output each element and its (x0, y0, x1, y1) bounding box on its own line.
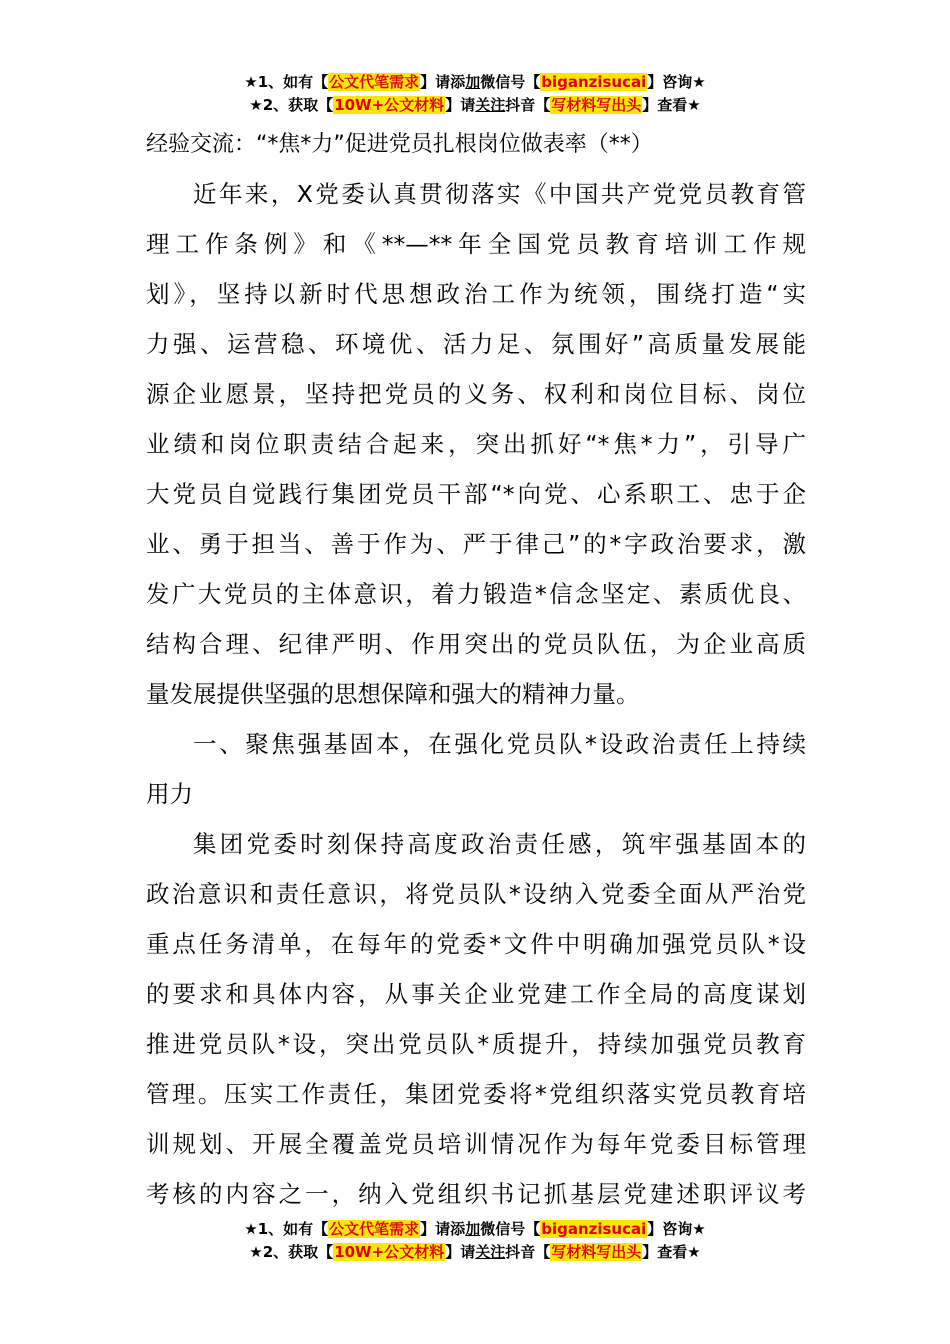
text-line: 推进党员队*设，突出党员队*质提升，持续加强党员教育 (146, 1030, 806, 1058)
text-line: 业绩和岗位职责结合起来，突出抓好“*焦*力”，引导广 (146, 430, 806, 458)
text-line: 考核的内容之一，纳入党组织书记抓基层党建述职评议考 (146, 1180, 806, 1208)
promo-underlined: 加 (465, 1220, 481, 1238)
text-line: 业、勇于担当、善于作为、严于律己”的*字政治要求，激 (146, 530, 806, 558)
promo-text: ★1、如有【 (244, 1220, 329, 1238)
text-line: 发广大党员的主体意识，着力锻造*信念坚定、素质优良、 (146, 580, 806, 608)
text-line: 量发展提供坚强的思想保障和强大的精神力量。 (146, 680, 640, 708)
text-line: 理工作条例》和《**—**年全国党员教育培训工作规 (146, 230, 806, 258)
promo-text: 】咨询★ (647, 1220, 706, 1238)
promo-highlight: 写材料写出头 (551, 96, 642, 114)
promo-line-2 (0, 94, 950, 117)
promo-text: 】查看★ (642, 1243, 701, 1261)
text-line: 集团党委时刻保持高度政治责任感，筑牢强基固本的 (193, 830, 806, 858)
promo-underlined: 关注 (475, 96, 506, 114)
promo-text: 抖音【 (505, 96, 551, 114)
document-title: 经验交流：“*焦*力”促进党员扎根岗位做表率（**） (146, 132, 653, 157)
text-line: 一、聚焦强基固本，在强化党员队*设政治责任上持续 (193, 730, 806, 758)
text-line: 划》，坚持以新时代思想政治工作为统领，围绕打造“实 (146, 280, 806, 308)
promo-text: 】咨询★ (647, 73, 706, 91)
promo-banner-bottom (0, 1218, 950, 1264)
text-line: 的要求和具体内容，从事关企业党建工作全局的高度谋划 (146, 980, 806, 1008)
promo-text: 】请添 (420, 1220, 466, 1238)
text-line: 大党员自觉践行集团党员干部“*向党、心系职工、忠于企 (146, 480, 806, 508)
text-line: 管理。压实工作责任，集团党委将*党组织落实党员教育培 (146, 1080, 806, 1108)
text-line: 源企业愿景，坚持把党员的义务、权利和岗位目标、岗位 (146, 380, 806, 408)
promo-highlight: biganzisucai (541, 73, 647, 91)
document-body (146, 169, 806, 1219)
promo-highlight: 公文代笔需求 (329, 1220, 420, 1238)
promo-underlined: 关注 (475, 1243, 506, 1261)
promo-text: 】请 (445, 96, 476, 114)
section-heading-1 (146, 719, 806, 819)
text-line: 训规划、开展全覆盖党员培训情况作为每年党委目标管理 (146, 1130, 806, 1158)
promo-text: 】查看★ (642, 96, 701, 114)
text-line: 结构合理、纪律严明、作用突出的党员队伍，为企业高质 (146, 630, 806, 658)
promo-highlight: 公文代笔需求 (329, 73, 420, 91)
paragraph-section-1 (146, 819, 806, 1219)
promo-underlined: 加 (465, 73, 481, 91)
text-line: 政治意识和责任意识，将党员队*设纳入党委全面从严治党 (146, 880, 806, 908)
promo-highlight: biganzisucai (541, 1220, 647, 1238)
promo-text: ★1、如有【 (244, 73, 329, 91)
promo-text: ★2、获取【 (249, 1243, 334, 1261)
promo-line-1 (0, 71, 950, 94)
text-line: 近年来，X党委认真贯彻落实《中国共产党党员教育管 (193, 180, 806, 208)
paragraph-intro (146, 169, 806, 719)
text-line: 重点任务清单，在每年的党委*文件中明确加强党员队*设 (146, 930, 806, 958)
promo-highlight: 10W+公文材料 (334, 96, 445, 114)
text-line: 用力 (146, 780, 193, 808)
promo-text: 微信号【 (480, 1220, 541, 1238)
promo-line-2 (0, 1241, 950, 1264)
promo-text: ★2、获取【 (249, 96, 334, 114)
promo-highlight: 10W+公文材料 (334, 1243, 445, 1261)
promo-banner-top (0, 71, 950, 117)
promo-highlight: 写材料写出头 (551, 1243, 642, 1261)
promo-line-1 (0, 1218, 950, 1241)
promo-text: 】请添 (420, 73, 466, 91)
text-line: 力强、运营稳、环境优、活力足、氛围好”高质量发展能 (146, 330, 806, 358)
promo-text: 】请 (445, 1243, 476, 1261)
promo-text: 微信号【 (480, 73, 541, 91)
promo-text: 抖音【 (505, 1243, 551, 1261)
